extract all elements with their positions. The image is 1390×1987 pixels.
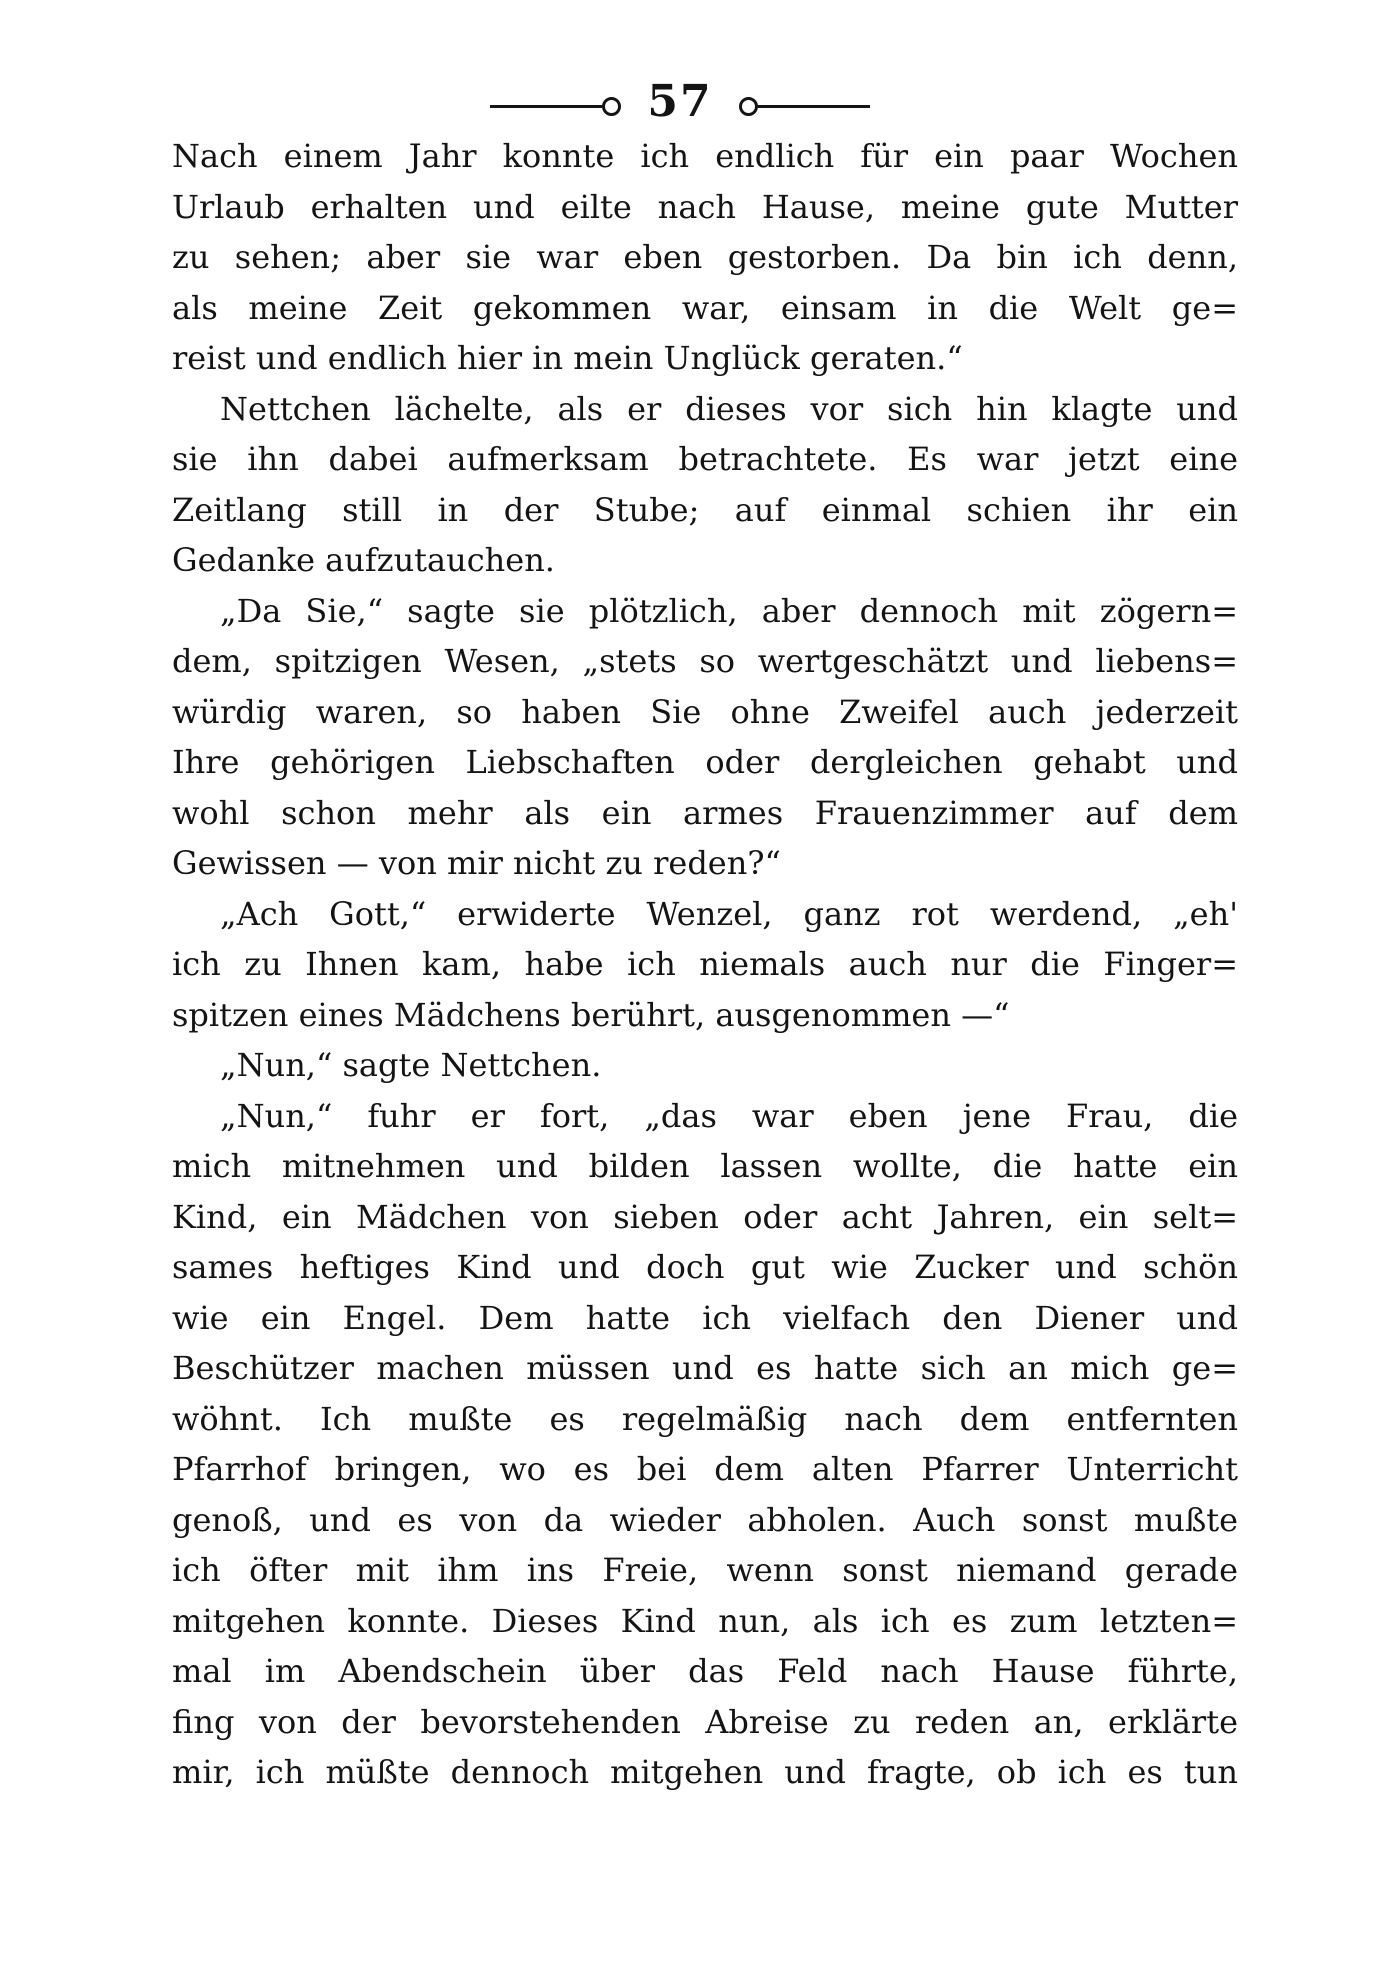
text-line: mich mitnehmen und bilden lassen wollte, die hatte ein: [172, 1147, 1238, 1185]
page-number: 57: [647, 76, 713, 127]
text-line: als meine Zeit gekommen war, einsam in die Welt ge=: [172, 288, 1238, 327]
text-line: „Nun,“ sagte Nettchen.: [220, 1046, 602, 1084]
text-line: „Da Sie,“ sagte sie plötzlich, aber dennoch mit zögern=: [220, 591, 1238, 630]
text-line: wöhnt. Ich mußte es regelmäßig nach dem entfernten: [172, 1399, 1238, 1438]
header-rule-right: [758, 105, 870, 108]
text-line: würdig waren, so haben Sie ohne Zweifel auch jederzeit: [172, 692, 1238, 731]
text-block: [172, 131, 1238, 1798]
header-circle-right-icon: [739, 97, 758, 116]
header-rule-left: [490, 105, 602, 108]
text-line: Zeitlang still in der Stube; auf einmal schien ihr ein: [172, 490, 1238, 529]
text-line: Nach einem Jahr konnte ich endlich für ein paar Wochen: [172, 137, 1238, 175]
text-line: Beschützer machen müssen und es hatte sich an mich ge=: [172, 1349, 1238, 1387]
text-line: mitgehen konnte. Dieses Kind nun, als ich es zum letzten=: [172, 1601, 1238, 1640]
header-circle-left-icon: [602, 97, 621, 116]
running-head: [150, 76, 1210, 128]
text-line: Nettchen lächelte, als er dieses vor sich hin klagte und: [220, 389, 1238, 428]
text-line: spitzen eines Mädchens berührt, ausgenommen —“: [172, 995, 1010, 1034]
text-line: genoß, und es von da wieder abholen. Auch sonst mußte: [172, 1500, 1238, 1539]
text-line: zu sehen; aber sie war eben gestorben. Da bin ich denn,: [172, 238, 1238, 276]
text-line: reist und endlich hier in mein Unglück geraten.“: [172, 339, 963, 377]
text-line: ich öfter mit ihm ins Freie, wenn sonst niemand gerade: [172, 1551, 1238, 1589]
text-line: sie ihn dabei aufmerksam betrachtete. Es war jetzt eine: [172, 440, 1238, 478]
text-line: dem, spitzigen Wesen, „stets so wertgeschätzt und liebens=: [172, 642, 1238, 680]
text-line: wie ein Engel. Dem hatte ich vielfach den Diener und: [172, 1298, 1238, 1337]
text-line: sames heftiges Kind und doch gut wie Zucker und schön: [172, 1248, 1238, 1286]
text-line: Gewissen — von mir nicht zu reden?“: [172, 844, 781, 882]
text-line: „Ach Gott,“ erwiderte Wenzel, ganz rot werdend, „eh': [220, 894, 1238, 933]
text-line: ich zu Ihnen kam, habe ich niemals auch nur die Finger=: [172, 945, 1238, 983]
header-rule-left-ornament: [490, 97, 621, 116]
text-line: mir, ich müßte dennoch mitgehen und fragte, ob ich es tun: [172, 1753, 1238, 1791]
text-line: mal im Abendschein über das Feld nach Hause führte,: [172, 1652, 1238, 1690]
text-line: Ihre gehörigen Liebschaften oder dergleichen gehabt und: [172, 743, 1238, 781]
text-line: wohl schon mehr als ein armes Frauenzimmer auf dem: [172, 793, 1238, 832]
header-rule-right-ornament: [739, 97, 870, 116]
text-line: Kind, ein Mädchen von sieben oder acht Jahren, ein selt=: [172, 1197, 1238, 1236]
text-line: Urlaub erhalten und eilte nach Hause, meine gute Mutter: [172, 187, 1238, 226]
text-line: Gedanke aufzutauchen.: [172, 541, 555, 579]
text-line: fing von der bevorstehenden Abreise zu reden an, erklärte: [172, 1702, 1238, 1741]
text-line: Pfarrhof bringen, wo es bei dem alten Pfarrer Unterricht: [172, 1450, 1238, 1488]
text-line: „Nun,“ fuhr er fort, „das war eben jene Frau, die: [220, 1096, 1238, 1135]
